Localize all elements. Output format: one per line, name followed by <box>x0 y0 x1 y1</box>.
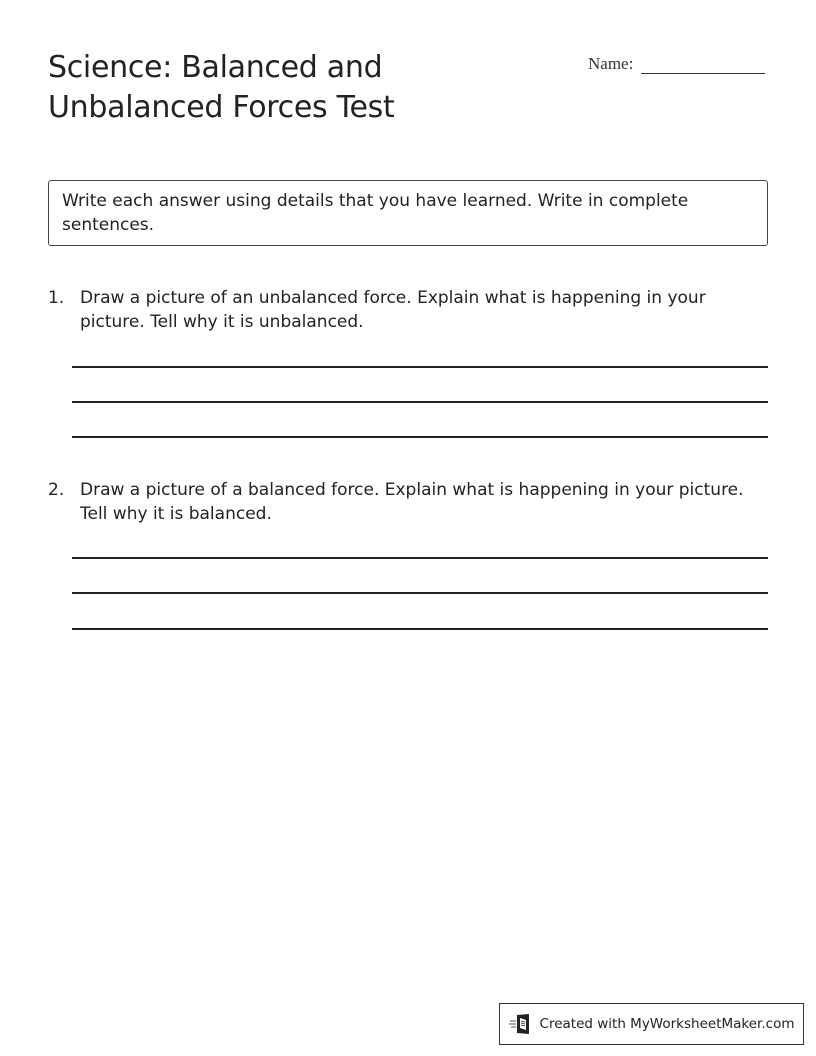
answer-line[interactable] <box>72 628 768 630</box>
page-title <box>48 48 488 128</box>
answer-line[interactable] <box>72 592 768 594</box>
footer-credit[interactable] <box>499 1003 804 1045</box>
answer-line[interactable] <box>72 401 768 403</box>
title-line-2: Unbalanced Forces Test <box>48 90 395 125</box>
footer-text: Created with MyWorksheetMaker.com <box>539 1016 795 1032</box>
name-label: Name: <box>588 54 634 73</box>
name-field <box>588 53 765 74</box>
question-number: 2. <box>48 480 65 500</box>
title-line-1: Science: Balanced and <box>48 50 383 85</box>
question-text: Draw a picture of a balanced force. Explain what is happening in your picture. Tell why it is balanced. <box>80 480 744 524</box>
instructions-box: Write each answer using details that you have learned. Write in complete sentences. <box>48 180 768 246</box>
question-text: Draw a picture of an unbalanced force. Explain what is happening in your picture. Tell why it is unbalanced. <box>80 288 706 332</box>
answer-line[interactable] <box>72 366 768 368</box>
question-number: 1. <box>48 288 65 308</box>
answer-line[interactable] <box>72 436 768 438</box>
answer-line[interactable] <box>72 557 768 559</box>
worksheet-logo-icon <box>509 1013 533 1035</box>
question-2 <box>48 478 768 526</box>
name-blank-line[interactable] <box>641 53 765 74</box>
question-1 <box>48 286 768 334</box>
